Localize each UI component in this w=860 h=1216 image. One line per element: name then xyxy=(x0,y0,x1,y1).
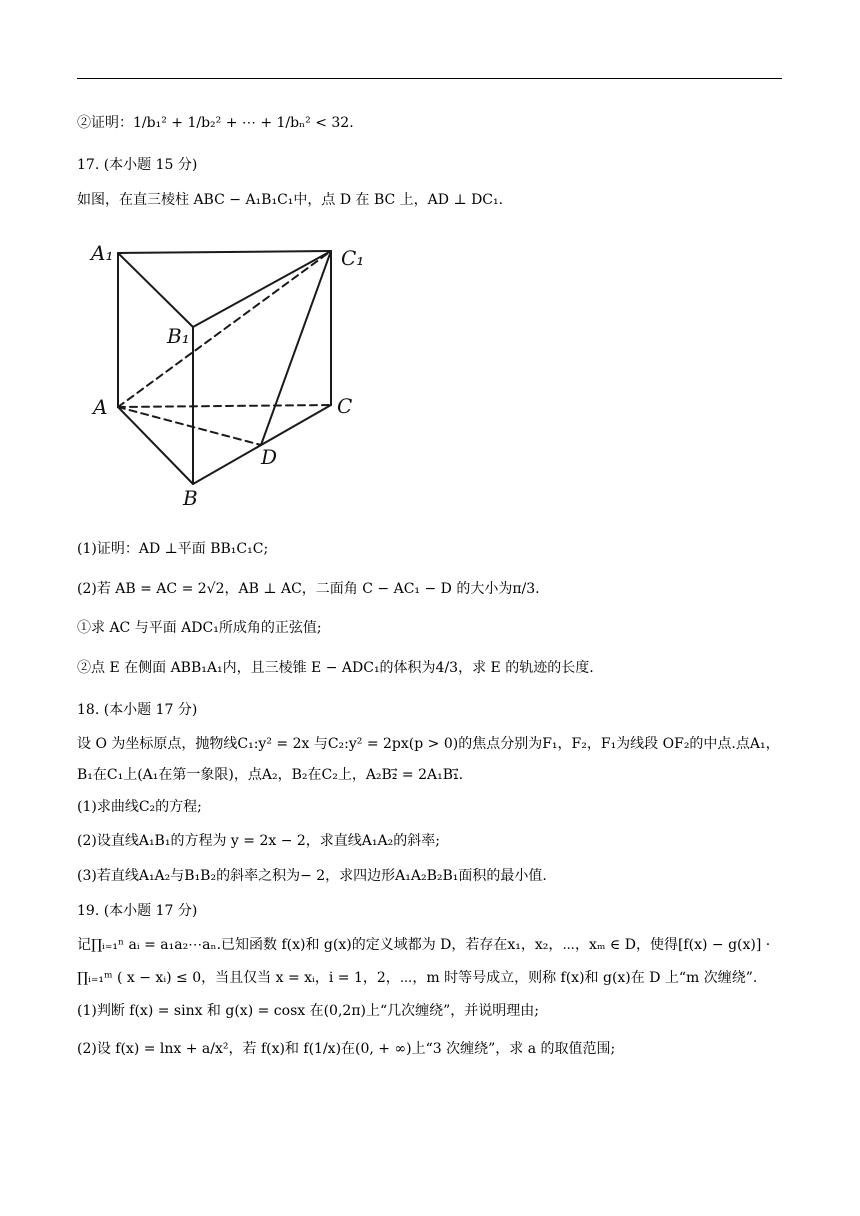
label-c1: C₁ xyxy=(341,246,365,270)
problem-17-heading: 17. (本小题 15 分) xyxy=(77,157,198,173)
edge-b1-c1 xyxy=(193,251,331,327)
segment-a-c1 xyxy=(118,251,331,407)
text-line: ①求 AC 与平面 ADC₁所成角的正弦值; xyxy=(77,620,322,636)
segment-a-d xyxy=(118,407,261,445)
text-line: ∏ᵢ₌₁ᵐ ( x − xᵢ) ≤ 0，当且仅当 x = xᵢ，i = 1，2，⋯，m 时等号成立，则称 f(x)和 g(x)在 D 上“m 次缠绕”. xyxy=(77,970,758,986)
label-a1: A₁ xyxy=(91,241,114,265)
problem-19-heading: 19. (本小题 17 分) xyxy=(77,903,198,919)
problem-18-heading: 18. (本小题 17 分) xyxy=(77,702,198,718)
label-c: C xyxy=(337,394,353,418)
header-rule xyxy=(77,78,782,79)
text-line: (2)设直线A₁B₁的方程为 y = 2x − 2，求直线A₁A₂的斜率; xyxy=(77,833,440,849)
text-line: (1)求曲线C₂的方程; xyxy=(77,799,202,815)
segment-c1-d xyxy=(261,251,331,445)
text-line: 如图，在直三棱柱 ABC − A₁B₁C₁中，点 D 在 BC 上，AD ⊥ DC₁. xyxy=(77,192,504,208)
label-a: A xyxy=(93,395,108,419)
edge-a1-c1 xyxy=(118,251,331,253)
text-line: (2)若 AB = AC = 2√2，AB ⊥ AC，二面角 C − AC₁ − D 的大小为π/3. xyxy=(77,581,540,597)
text-line: 设 O 为坐标原点，抛物线C₁:y² = 2x 与C₂:y² = 2px(p > 0)的焦点分别为F₁，F₂，F₁为线段 OF₂的中点.点A₁， xyxy=(77,736,780,752)
prism-figure xyxy=(85,230,375,515)
edge-a-b xyxy=(118,407,193,484)
text-line: (1)证明：AD ⊥平面 BB₁C₁C; xyxy=(77,541,269,557)
label-b1: B₁ xyxy=(167,324,190,348)
label-d: D xyxy=(261,445,278,469)
text-line: B₁在C₁上(A₁在第一象限)，点A₂，B₂在C₂上，A₂B₂⃗ = 2A₁B₁⃗. xyxy=(77,767,464,783)
edge-a1-b1 xyxy=(118,253,193,327)
text-line: 记∏ᵢ₌₁ⁿ aᵢ = a₁a₂⋯aₙ.已知函数 f(x)和 g(x)的定义域都为 D，若存在x₁，x₂，⋯，xₘ ∈ D，使得[f(x) − g(x)] · xyxy=(77,937,771,953)
label-b: B xyxy=(183,486,198,510)
text-line: (3)若直线A₁A₂与B₁B₂的斜率之积为− 2，求四边形A₁A₂B₂B₁面积的最小值. xyxy=(77,868,547,884)
text-line: ②证明：1/b₁² + 1/b₂² + ⋯ + 1/bₙ² < 32. xyxy=(77,115,354,131)
segment-a-c xyxy=(118,405,331,407)
text-line: (2)设 f(x) = lnx + a/x²，若 f(x)和 f(1/x)在(0, + ∞)上“3 次缠绕”，求 a 的取值范围; xyxy=(77,1041,616,1057)
text-line: (1)判断 f(x) = sinx 和 g(x) = cosx 在(0,2π)上“几次缠绕”，并说明理由; xyxy=(77,1003,540,1019)
text-line: ②点 E 在侧面 ABB₁A₁内，且三棱锥 E − ADC₁的体积为4/3，求 E 的轨迹的长度. xyxy=(77,660,594,676)
